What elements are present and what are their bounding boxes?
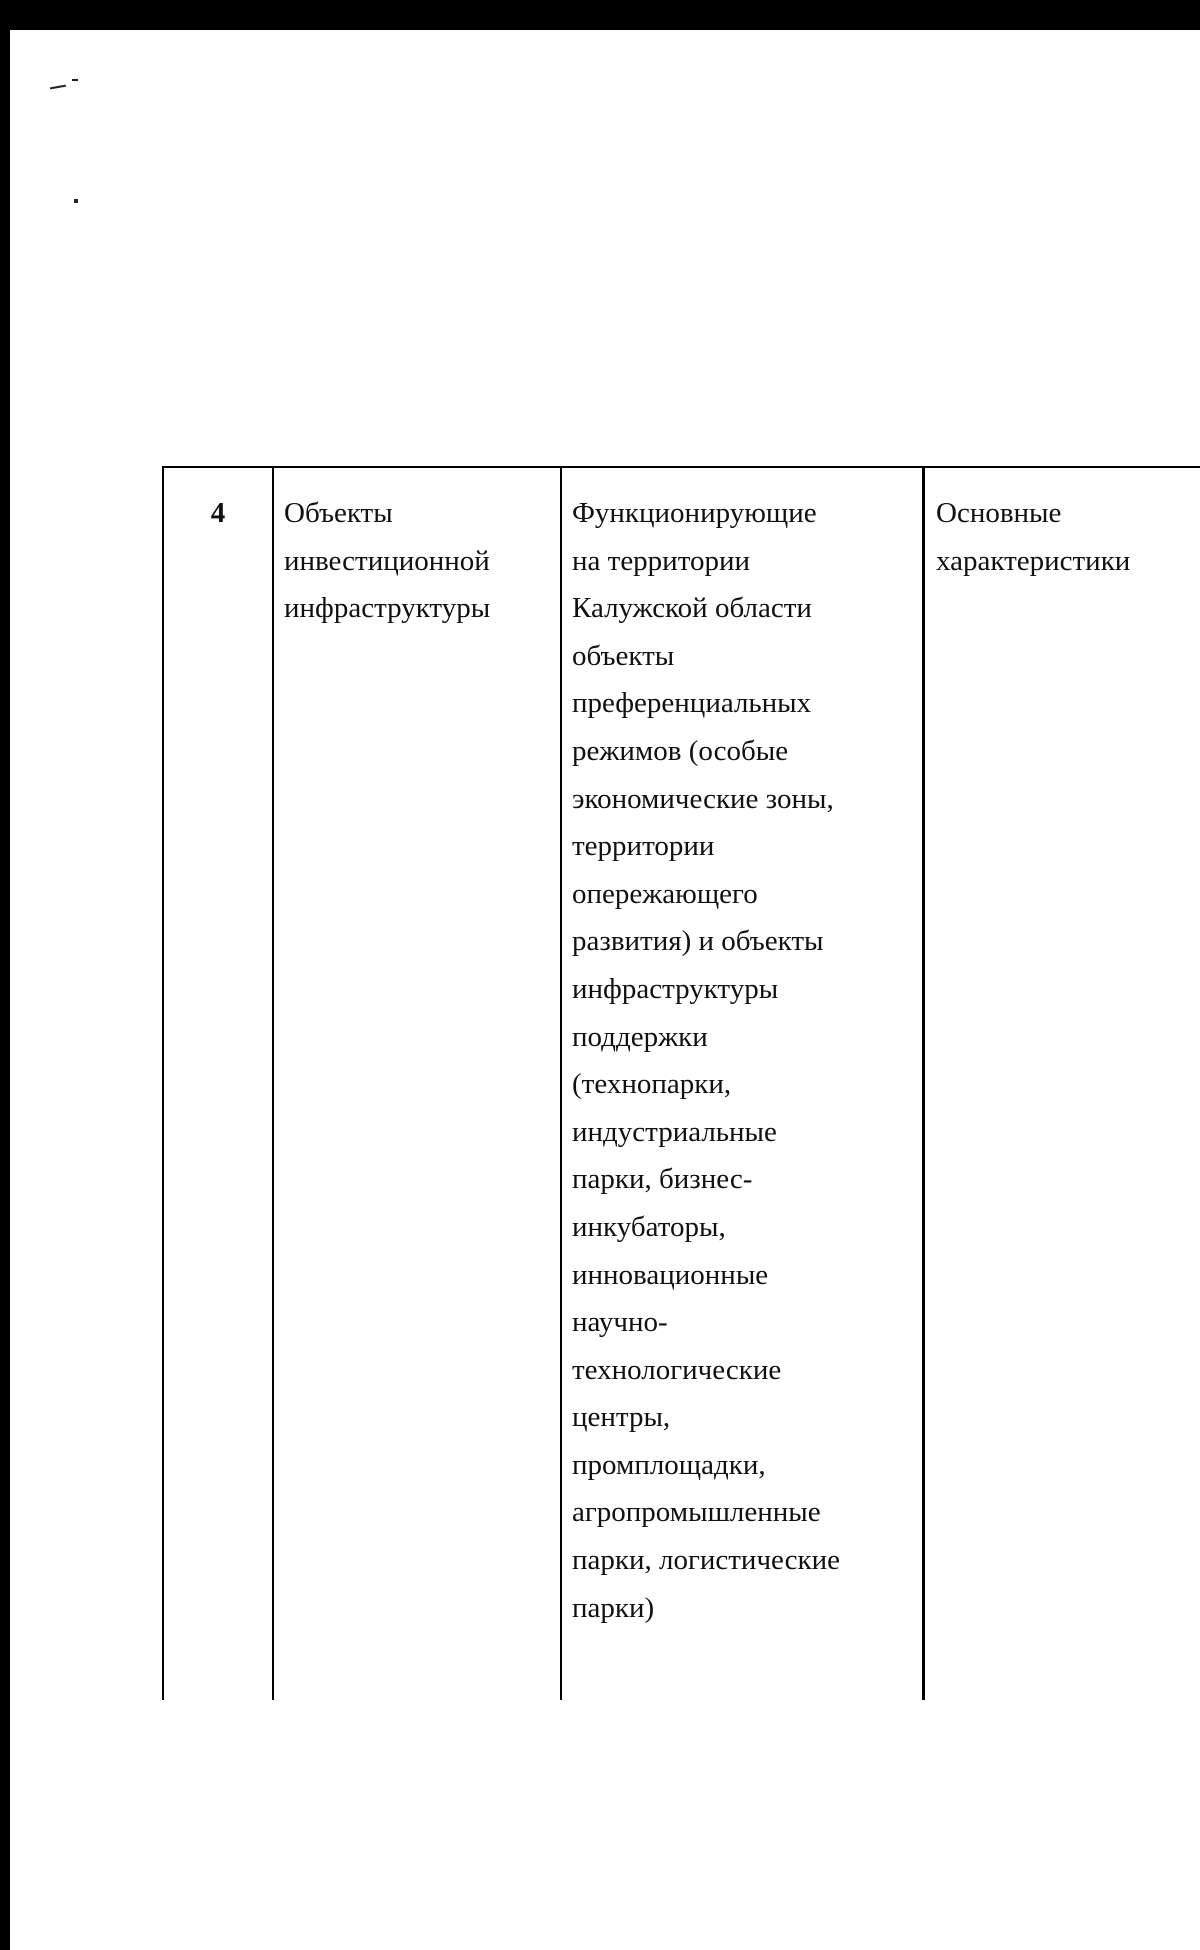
row-name-cell: Объекты инвестиционной инфраструктуры <box>284 497 491 625</box>
scan-artifact <box>72 79 78 81</box>
table-top-rule <box>162 466 1200 468</box>
row-number-cell: 4 <box>210 497 226 529</box>
table-column-divider <box>922 466 925 1700</box>
scan-left-border <box>0 0 10 1950</box>
table-column-divider <box>272 466 274 1700</box>
infrastructure-table <box>162 466 1200 1700</box>
table-column-divider <box>560 466 562 1700</box>
scan-artifact <box>74 199 78 203</box>
table-column-divider <box>162 466 164 1700</box>
row-description-cell: Функционирующие на территории Калужской области объекты преференциальных режимов (особые экономические зоны, территории опережающего развития) и объекты инфраструктуры поддержки (технопарки, индустриальные парки, бизнес- инкубаторы, инновационные научно- технологические центры, промплощадки, агропромышленные парки, логистические парки) <box>572 497 840 1624</box>
scan-top-border <box>0 0 1200 30</box>
scan-artifact <box>50 85 66 90</box>
row-characteristics-cell: Основные характеристики <box>936 497 1131 577</box>
